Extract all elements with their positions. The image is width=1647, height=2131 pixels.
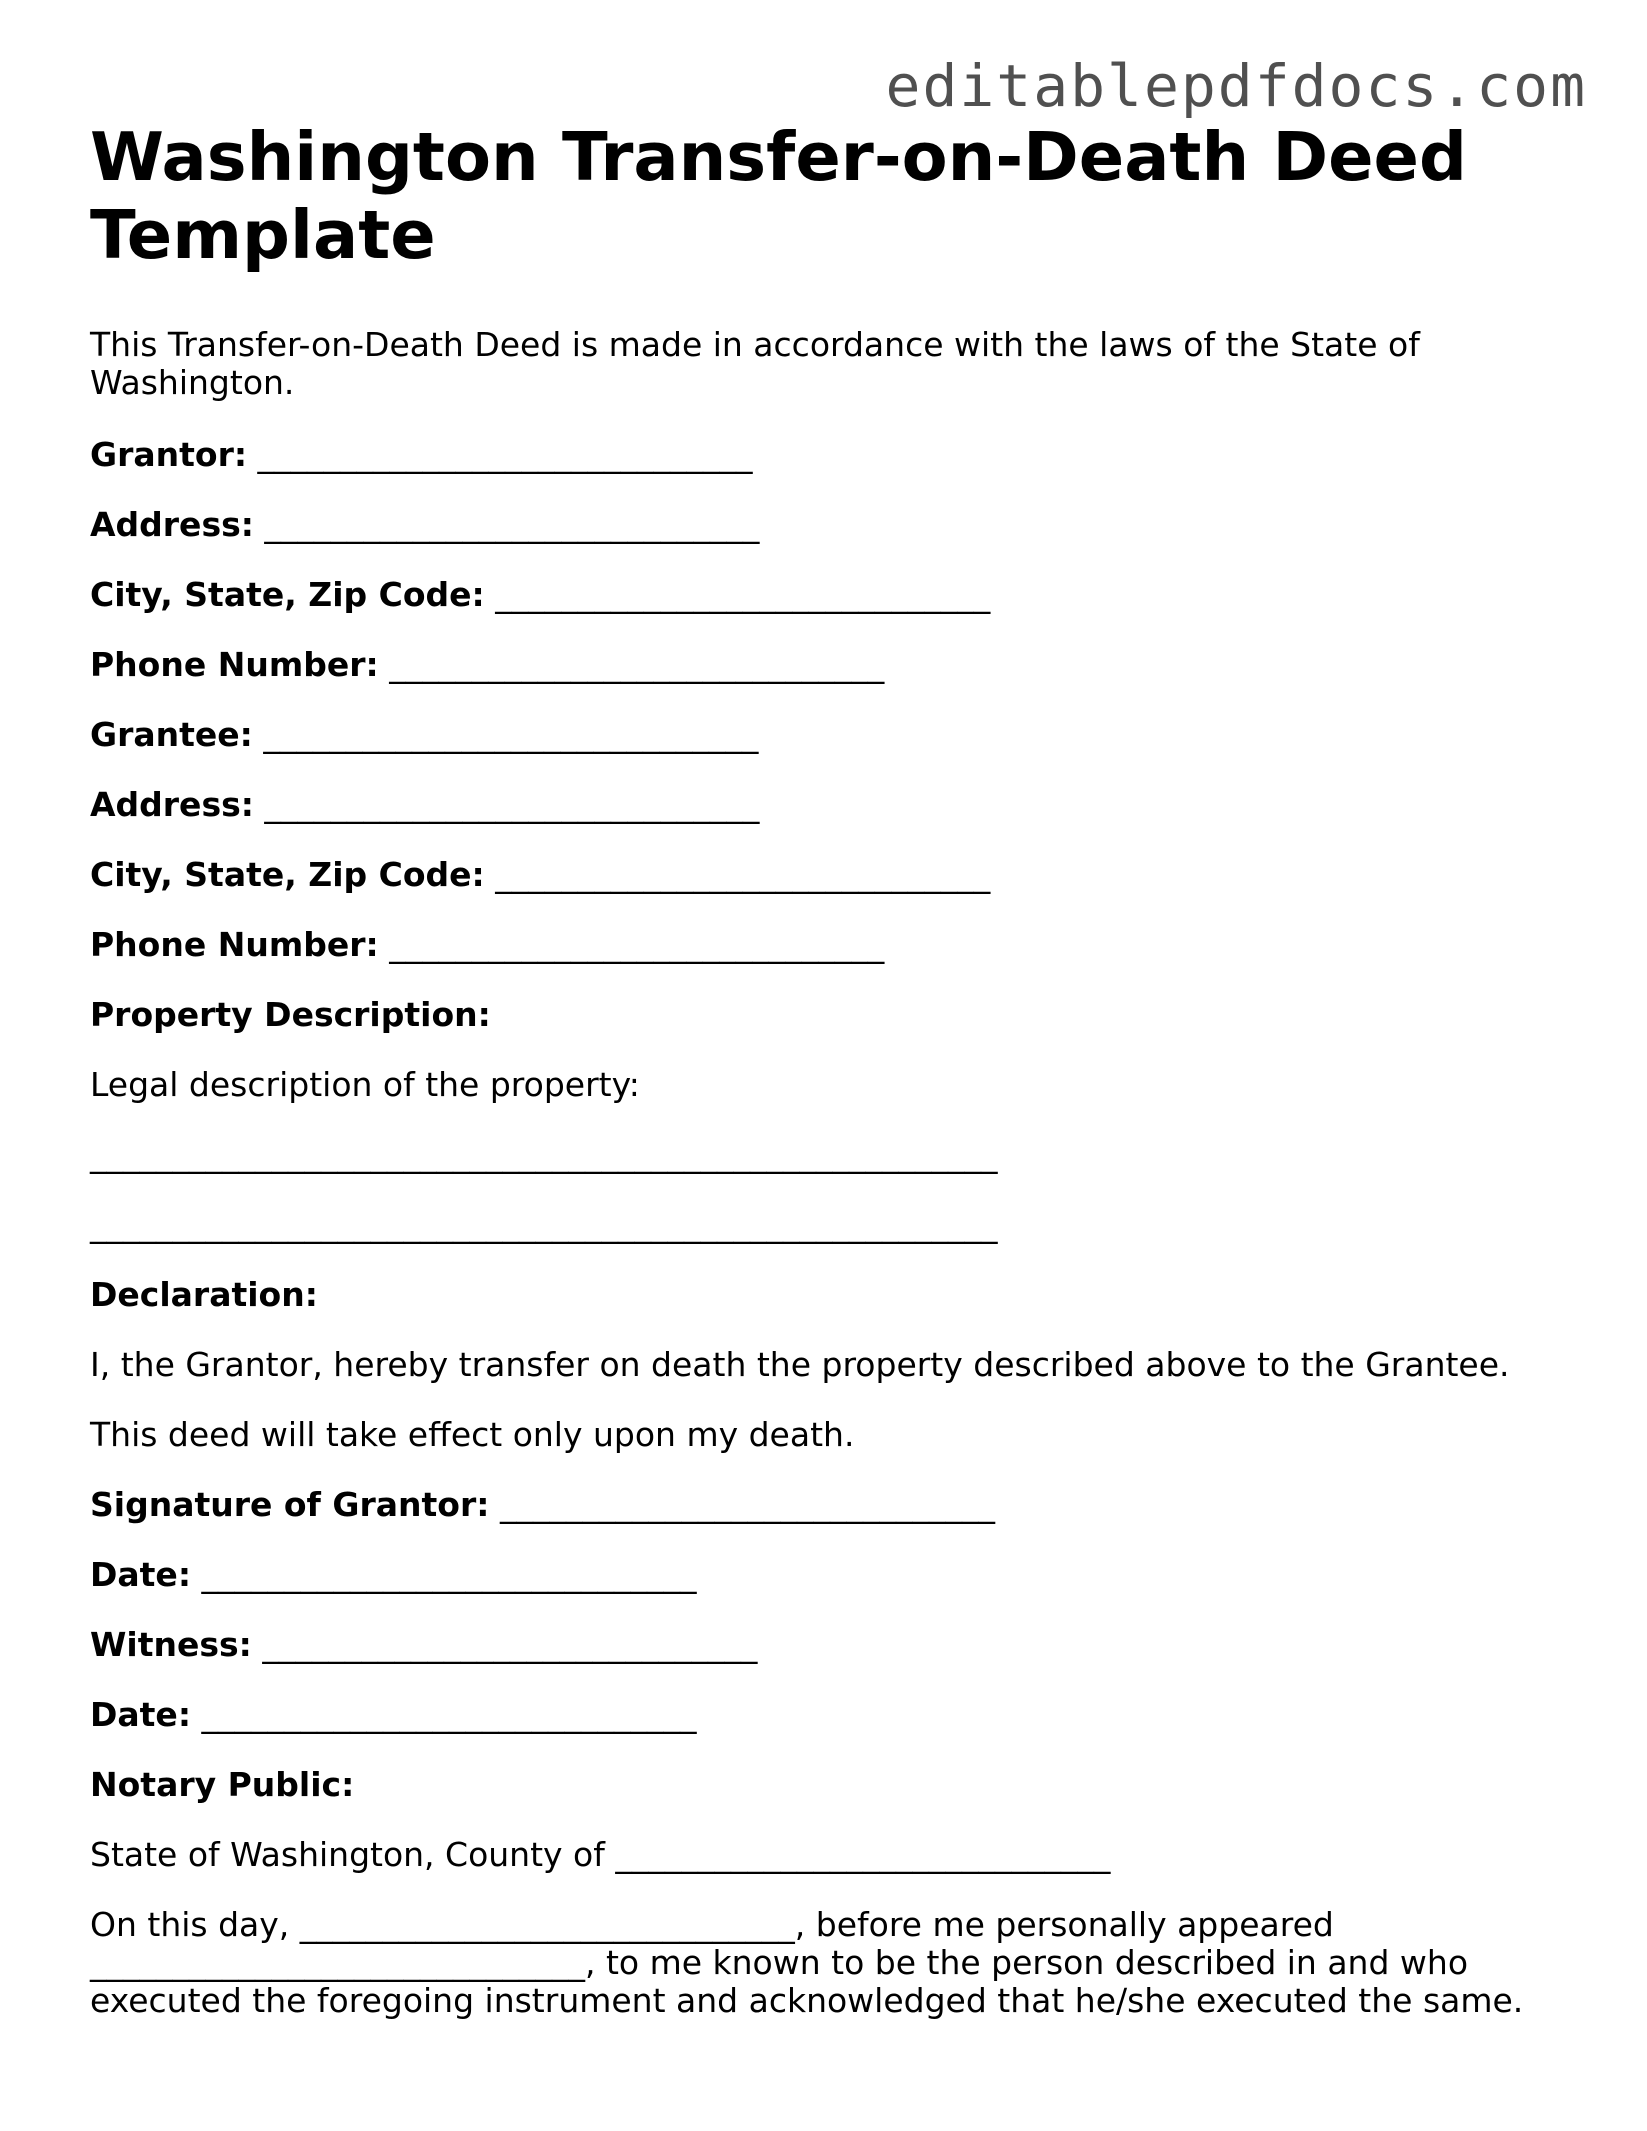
grantor-phone-label: Phone Number: [90, 645, 379, 684]
legal-description-input-1[interactable]: _______________________________________________________ [90, 1135, 998, 1174]
notary-date-input[interactable]: ______________________________ [299, 1905, 795, 1944]
grantee-address-field [90, 786, 1570, 824]
grantee-phone-input[interactable]: ______________________________ [389, 925, 885, 964]
grantee-input[interactable]: ______________________________ [263, 715, 759, 754]
declaration-heading: Declaration: [90, 1275, 318, 1314]
grantor-signature-field [90, 1486, 1570, 1524]
grantor-phone-input[interactable]: ______________________________ [389, 645, 885, 684]
notary-para-mid: , before me personally appeared [794, 1905, 1334, 1944]
notary-acknowledgment [90, 1906, 1530, 2020]
grantor-signature-input[interactable]: ______________________________ [499, 1485, 995, 1524]
witness-input[interactable]: ______________________________ [262, 1625, 758, 1664]
grantee-city-label: City, State, Zip Code: [90, 855, 485, 894]
notary-county-field [90, 1836, 1570, 1874]
grantee-address-label: Address: [90, 785, 254, 824]
legal-description-line-2 [90, 1206, 1570, 1244]
witness-date-input[interactable]: ______________________________ [201, 1695, 697, 1734]
grantor-city-field [90, 576, 1570, 614]
grantee-field [90, 716, 1570, 754]
grantee-phone-field [90, 926, 1570, 964]
signature-date-label: Date: [90, 1555, 192, 1594]
grantor-address-input[interactable]: ______________________________ [264, 505, 760, 544]
signature-date-field [90, 1556, 1570, 1594]
grantee-phone-label: Phone Number: [90, 925, 379, 964]
property-description-heading: Property Description: [90, 995, 491, 1034]
declaration-line-2: This deed will take effect only upon my death. [90, 1415, 855, 1454]
notary-para-start: On this day, [90, 1905, 290, 1944]
grantee-city-input[interactable]: ______________________________ [495, 855, 991, 894]
grantor-field [90, 436, 1570, 474]
grantor-input[interactable]: ______________________________ [257, 435, 753, 474]
notary-county-text: State of Washington, County of [90, 1835, 605, 1874]
grantor-city-input[interactable]: ______________________________ [495, 575, 991, 614]
notary-para-end: , to me known to be the person described in and who executed the foregoing instrument and acknowledged that he/she executed the same. [90, 1943, 1524, 2020]
intro-paragraph: This Transfer-on-Death Deed is made in accordance with the laws of the State of Washington. [90, 325, 1420, 402]
grantor-city-label: City, State, Zip Code: [90, 575, 485, 614]
grantee-label: Grantee: [90, 715, 253, 754]
legal-description-line-1 [90, 1136, 1570, 1174]
grantee-city-field [90, 856, 1570, 894]
notary-heading: Notary Public: [90, 1765, 355, 1804]
signature-date-input[interactable]: ______________________________ [201, 1555, 697, 1594]
legal-description-input-2[interactable]: _______________________________________________________ [90, 1205, 998, 1244]
grantor-phone-field [90, 646, 1570, 684]
grantee-address-input[interactable]: ______________________________ [264, 785, 760, 824]
grantor-signature-label: Signature of Grantor: [90, 1485, 490, 1524]
notary-county-input[interactable]: ______________________________ [615, 1835, 1111, 1874]
watermark: editablepdfdocs.com [885, 52, 1587, 120]
grantor-address-label: Address: [90, 505, 254, 544]
declaration-line-1: I, the Grantor, hereby transfer on death the property described above to the Grantee. [90, 1345, 1510, 1384]
witness-date-field [90, 1696, 1570, 1734]
document-page [90, 118, 1570, 2020]
document-title: Washington Transfer-on-Death Deed Template [90, 118, 1467, 274]
legal-description-label: Legal description of the property: [90, 1065, 640, 1104]
grantor-label: Grantor: [90, 435, 248, 474]
witness-date-label: Date: [90, 1695, 192, 1734]
notary-person-input[interactable]: ______________________________ [90, 1943, 585, 1982]
witness-field [90, 1626, 1570, 1664]
witness-label: Witness: [90, 1625, 252, 1664]
grantor-address-field [90, 506, 1570, 544]
